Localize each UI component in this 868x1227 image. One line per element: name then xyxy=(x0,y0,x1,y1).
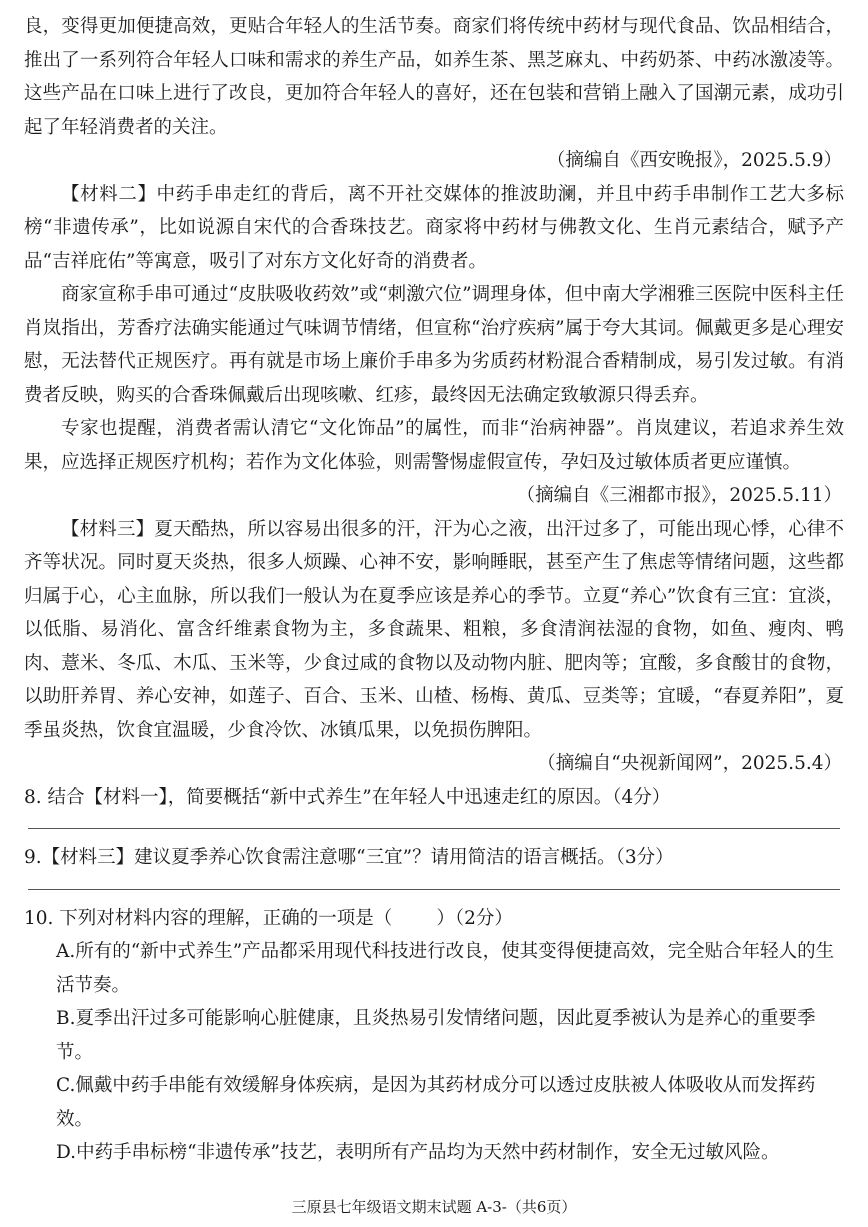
question-8: 8. 结合【材料一】，简要概括“新中式养生”在年轻人中迅速走红的原因。（4分） xyxy=(24,786,671,808)
option-d-letter: D. xyxy=(56,1142,77,1163)
option-d-text: 中药手串标榜“非遗传承”技艺，表明所有产品均为天然中药材制作，安全无过敏风险。 xyxy=(76,1142,780,1163)
option-d[interactable] xyxy=(24,1136,844,1170)
material1-continuation: 良，变得更加便捷高效，更贴合年轻人的生活节奏。商家们将传统中药材与现代食品、饮品相结合，推出了一系列符合年轻人口味和需求的养生产品，如养生茶、黑芝麻丸、中药奶茶、中药冰激凌等。这些产品在口味上进行了改良，更加符合年轻人的喜好，还在包装和营销上融入了国潮元素，成功引起了年轻消费者的关注。 xyxy=(24,16,844,138)
option-a[interactable] xyxy=(24,935,844,1002)
option-b-letter: B. xyxy=(56,1008,76,1029)
option-a-text: 所有的“新中式养生”产品都采用现代科技进行改良，使其变得便捷高效，完全贴合年轻人的生活节奏。 xyxy=(56,941,835,996)
source-citation-3: （摘编自“央视新闻网”，2025.5.4） xyxy=(537,753,842,774)
source-citation-2: （摘编自《三湘都市报》，2025.5.11） xyxy=(516,485,842,506)
question-10-score: ）（2分） xyxy=(436,907,513,929)
question-9: 9.【材料三】建议夏季养心饮食需注意哪“三宜”？请用简洁的语言概括。（3分） xyxy=(24,847,674,868)
option-b-text: 夏季出汗过多可能影响心脏健康，且炎热易引发情绪问题，因此夏季被认为是养心的重要季节。 xyxy=(56,1008,816,1063)
material2-paragraph-3: 专家也提醒，消费者需认清它“文化饰品”的属性，而非“治病神器”。肖岚建议，若追求养生效果，应选择正规医疗机构；若作为文化体验，则需警惕虚假宣传，孕妇及过敏体质者更应谨慎。 xyxy=(24,418,844,473)
answer-line-9[interactable] xyxy=(28,889,840,890)
source-citation-1: （摘编自《西安晚报》，2025.5.9） xyxy=(546,150,842,171)
material2-paragraph-2: 商家宣称手串可通过“皮肤吸收药效”或“刺激穴位”调理身体，但中南大学湘雅三医院中医科主任肖岚指出，芳香疗法确实能通过气味调节情绪，但宣称“治疗疾病”属于夸大其词。佩戴更多是心理安慰，无法替代正规医疗。再有就是市场上廉价手串多为劣质药材粉混合香精制成，易引发过敏。有消费者反映，购买的合香珠佩戴后出现咳嗽、红疹，最终因无法确定致敏源只得丢弃。 xyxy=(24,284,844,406)
page-footer: 三原县七年级语文期末试题 A-3-（共6页） xyxy=(291,1198,577,1216)
question-10 xyxy=(24,902,844,936)
material2-paragraph-1: 【材料二】中药手串走红的背后，离不开社交媒体的推波助澜，并且中药手串制作工艺大多标榜“非遗传承”，比如说源自宋代的合香珠技艺。商家将中药材与佛教文化、生肖元素结合，赋予产品“吉祥庇佑”等寓意，吸引了对东方文化好奇的消费者。 xyxy=(24,183,844,272)
option-c-text: 佩戴中药手串能有效缓解身体疾病，是因为其药材成分可以透过皮肤被人体吸收从而发挥药效。 xyxy=(56,1075,816,1130)
option-b[interactable] xyxy=(24,1002,844,1069)
option-c-letter: C. xyxy=(56,1075,76,1096)
option-c[interactable] xyxy=(24,1069,844,1136)
material3-paragraph: 【材料三】夏天酷热，所以容易出很多的汗，汗为心之液，出汗过多了，可能出现心悸，心律不齐等状况。同时夏天炎热，很多人烦躁、心神不安，影响睡眠，甚至产生了焦虑等情绪问题，这些都归属于心，心主血脉，所以我们一般认为在夏季应该是养心的季节。立夏“养心”饮食有三宜：宜淡，以低脂、易消化、富含纤维素食物为主，多食蔬果、粗粮，多食清润祛湿的食物，如鱼、瘦肉、鸭肉、薏米、冬瓜、木瓜、玉米等，少食过咸的食物以及动物内脏、肥肉等；宜酸，多食酸甘的食物，以助肝养胃、养心安神，如莲子、百合、玉米、山楂、杨梅、黄瓜、豆类等；宜暖，“春夏养阳”，夏季虽炎热，饮食宜温暖，少食冷饮、冰镇瓜果，以免损伤脾阳。 xyxy=(24,518,844,741)
question-10-stem: 10. 下列对材料内容的理解，正确的一项是（ xyxy=(24,907,393,929)
answer-line-8[interactable] xyxy=(28,828,840,829)
option-a-letter: A. xyxy=(56,941,76,962)
